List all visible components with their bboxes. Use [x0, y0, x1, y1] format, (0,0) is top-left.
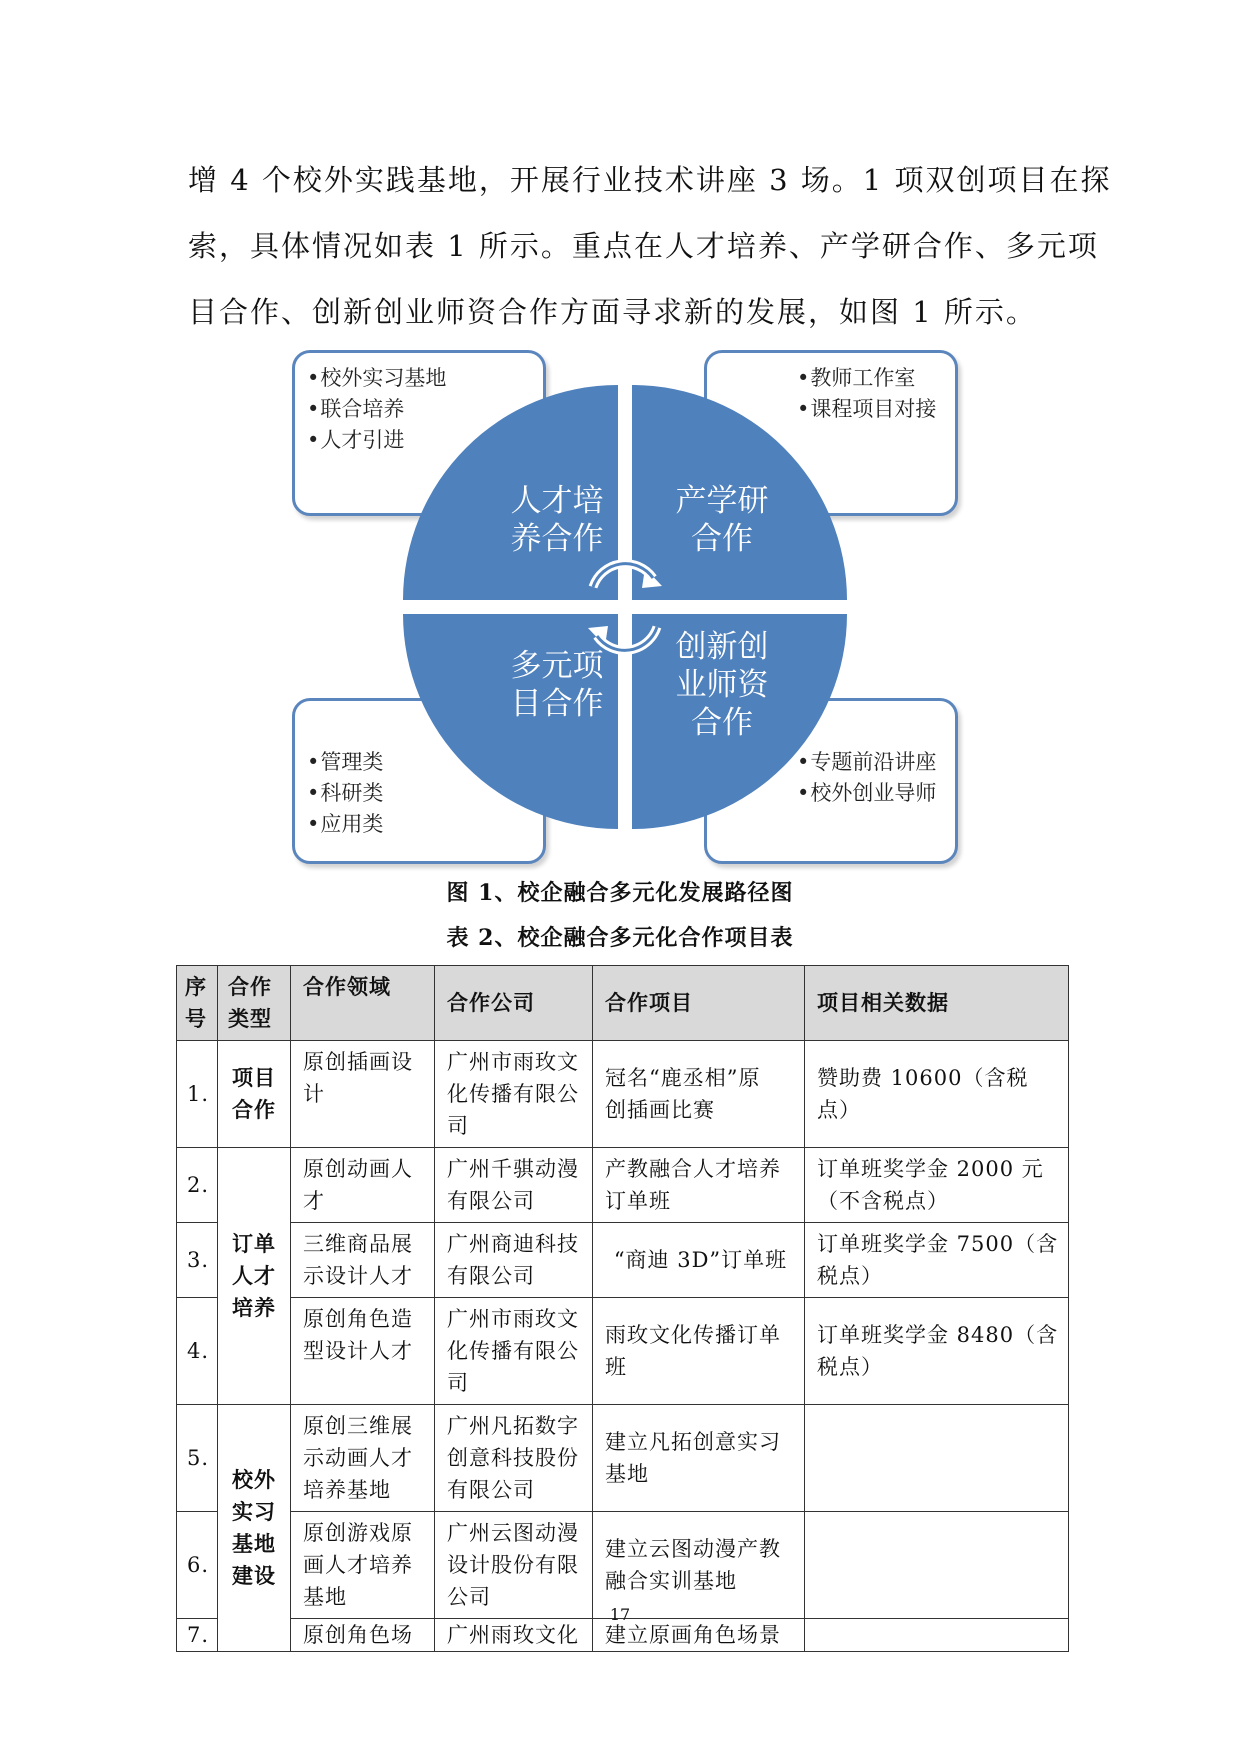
table-row	[177, 1512, 1069, 1619]
project-cell: 雨玫文化传播订单 班	[593, 1298, 805, 1405]
development-path-diagram	[290, 350, 960, 870]
table-row	[177, 1041, 1069, 1148]
row-number: 5.	[177, 1405, 218, 1512]
data-cell: 订单班奖学金 2000 元 （不含税点）	[805, 1148, 1069, 1223]
list-item: • 科研类	[307, 778, 533, 809]
header-data: 项目相关数据	[805, 966, 1069, 1041]
row-number: 2.	[177, 1148, 218, 1223]
field-cell: 原创游戏原 画人才培养 基地	[291, 1512, 435, 1619]
figure-caption: 图 1、校企融合多元化发展路径图	[446, 880, 794, 906]
quadrant-circle	[400, 382, 850, 832]
row-number: 7.	[177, 1619, 218, 1652]
data-cell	[805, 1512, 1069, 1619]
company-cell: 广州雨玫文化	[435, 1619, 593, 1652]
quadrant-label-innovation: 创新创 业师资 合作	[675, 629, 769, 741]
header-seq: 序 号	[177, 966, 218, 1041]
table-row	[177, 1223, 1069, 1298]
header-company: 合作公司	[435, 966, 593, 1041]
group-label: 订单 人才 培养	[218, 1148, 291, 1405]
row-number: 3.	[177, 1223, 218, 1298]
field-cell: 原创角色造 型设计人才	[291, 1298, 435, 1405]
quadrant-label-projects: 多元项 目合作	[510, 648, 604, 722]
company-cell: 广州千骐动漫 有限公司	[435, 1148, 593, 1223]
list-item: • 课程项目对接	[797, 394, 945, 425]
company-cell: 广州商迪科技 有限公司	[435, 1223, 593, 1298]
field-cell: 三维商品展 示设计人才	[291, 1223, 435, 1298]
project-cell: 冠名“鹿丞相”原 创插画比赛	[593, 1041, 805, 1148]
paragraph-line: 增 4 个校外实践基地，开展行业技术讲座 3 场。1 项双创项目在探	[188, 163, 1112, 197]
data-cell: 赞助费 10600（含税点）	[805, 1041, 1069, 1148]
company-cell: 广州凡拓数字 创意科技股份 有限公司	[435, 1405, 593, 1512]
table-row	[177, 1298, 1069, 1405]
list-item: • 教师工作室	[797, 363, 945, 394]
list-item: • 专题前沿讲座	[797, 747, 945, 778]
row-number: 1.	[177, 1041, 218, 1148]
group-label: 校外 实习 基地 建设	[218, 1405, 291, 1652]
body-paragraph	[188, 147, 1112, 345]
field-cell: 原创插画设 计	[291, 1041, 435, 1148]
list-item: • 人才引进	[307, 425, 533, 456]
group-label: 项目 合作	[218, 1041, 291, 1148]
table-caption: 表 2、校企融合多元化合作项目表	[446, 925, 794, 951]
paragraph-line: 索，具体情况如表 1 所示。重点在人才培养、产学研合作、多元项	[188, 229, 1099, 263]
quadrant-label-research: 产学研 合作	[675, 483, 769, 557]
header-field: 合作领域	[291, 966, 435, 1041]
field-cell: 原创三维展 示动画人才 培养基地	[291, 1405, 435, 1512]
project-cell: 建立云图动漫产教 融合实训基地	[593, 1512, 805, 1619]
field-cell: 原创角色场	[291, 1619, 435, 1652]
page-number: 17	[609, 1605, 631, 1624]
data-cell: 订单班奖学金 7500（含 税点）	[805, 1223, 1069, 1298]
project-cell: 产教融合人才培养 订单班	[593, 1148, 805, 1223]
data-cell: 订单班奖学金 8480（含 税点）	[805, 1298, 1069, 1405]
list-item: • 管理类	[307, 747, 533, 778]
project-cell: 建立原画角色场景	[593, 1619, 805, 1652]
table-row	[177, 1148, 1069, 1223]
company-cell: 广州云图动漫 设计股份有限 公司	[435, 1512, 593, 1619]
company-cell: 广州市雨玫文 化传播有限公 司	[435, 1041, 593, 1148]
company-cell: 广州市雨玫文 化传播有限公 司	[435, 1298, 593, 1405]
row-number: 6.	[177, 1512, 218, 1619]
table-header-row	[177, 966, 1069, 1041]
project-cell: 建立凡拓创意实习 基地	[593, 1405, 805, 1512]
table-row	[177, 1405, 1069, 1512]
project-cell: “商迪 3D”订单班	[593, 1223, 805, 1298]
list-item: • 应用类	[307, 809, 533, 840]
list-item: • 校外实习基地	[307, 363, 533, 394]
header-project: 合作项目	[593, 966, 805, 1041]
quadrant-label-talent: 人才培 养合作	[510, 483, 604, 557]
cooperation-projects-table	[176, 965, 1069, 1652]
row-number: 4.	[177, 1298, 218, 1405]
field-cell: 原创动画人 才	[291, 1148, 435, 1223]
list-item: • 校外创业导师	[797, 778, 945, 809]
paragraph-line: 目合作、创新创业师资合作方面寻求新的发展，如图 1 所示。	[188, 295, 1037, 329]
header-type: 合作 类型	[218, 966, 291, 1041]
data-cell	[805, 1405, 1069, 1512]
list-item: • 联合培养	[307, 394, 533, 425]
